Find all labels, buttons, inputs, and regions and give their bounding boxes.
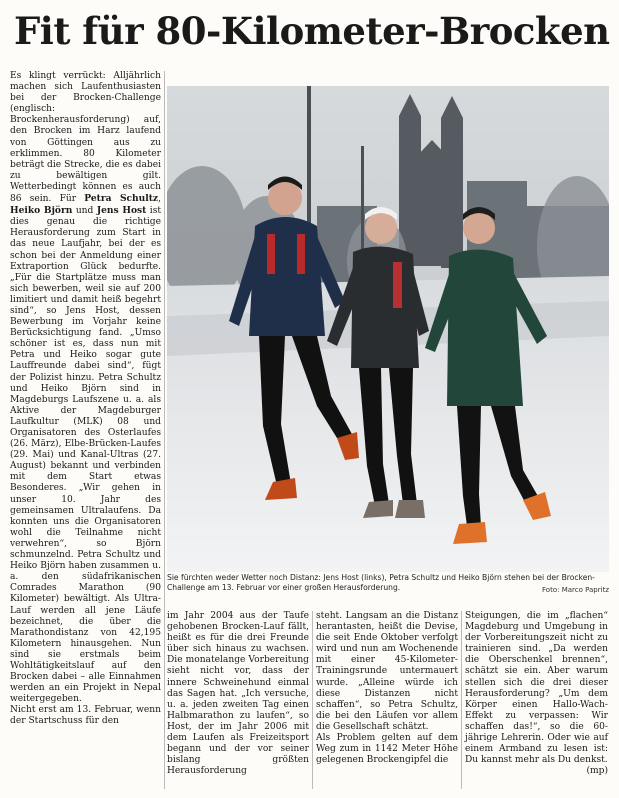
column-4-paragraph: [465, 611, 608, 777]
column-1-paragraph-1: [10, 71, 161, 705]
text-run: und: [72, 206, 97, 217]
column-2-paragraph: im Jahr 2004 aus der Taufe gehobenen Brocken-Lauf fällt, heißt es für die drei Freunde über sich hinaus zu wachsen. Die monatelange Vorbereitung sieht nicht vor, dass der innere Schweinehund einmal das Sagen hat. „Ich versuche, u. a. jeden zweiten Tag einen Halbmarathon zu laufen“, so Host, der im Jahr 2006 mit dem Laufen als Freizeitsport begann und der vor seiner bislang größten Herausforderung: [167, 611, 309, 777]
column-1: [10, 71, 161, 728]
column-divider: [312, 611, 313, 789]
text-run: ,: [158, 194, 161, 205]
text-run: ist dies genau die richtige Herausforderung zum Start in das neue Laufjahr, bei der es schon bei der Anmeldung einer Extraportion Glück bedurfte. „Für die Startplätze muss man sich bewerben, weil sie auf 200 limitiert und damit heiß begehrt sind“, so Jens Host, dessen Bewerbung im Vorjahr keine Berücksichtigung fand. „Umso schöner ist es, dass nun mit Petra und Heiko sogar gute Lauffreunde dabei sind“, fügt der Polizist hinzu. Petra Schultz und Heiko Björn sind in Magdeburgs Laufszene u. a. als Aktive der Magdeburger Laufkultur (MLK) 08 und Organisatoren des Osterlaufes (26. März), Elbe-Brücken-Laufes (29. Mai) und Kanal-Ultras (27. August) bekannt und verbinden mit dem Start etwas Besonderes. „Wir gehen in unser 10. Jahr des gemeinsamen Ultralaufens. Da konnten uns die Organisatoren wohl die Teilnahme nicht verwehren“, so Björn schmunzelnd. Petra Schultz und Heiko Björn haben zusammen u. a. den südafrikanischen Comrades Marathon (90 Kilometer) bewältigt. Als Ultra-Lauf werden all jene Läufe bezeichnet, die über die Marathondistanz von 42,195 Kilometern hinausgehen. Nun sind sie erstmals beim Wohltätigkeitslauf auf den Brocken dabei – alle Einnahmen werden an ein Projekt in Nepal weitergegeben.: [10, 206, 162, 705]
runners-photo: [167, 86, 609, 572]
column-divider: [461, 611, 462, 789]
person-name: Jens Host: [96, 205, 147, 217]
column-divider: [164, 71, 165, 789]
column-3: [316, 611, 458, 766]
text-run: Es klingt verrückt: Alljährlich machen sich Laufenthusiasten bei der Brocken-Challenge (englisch: Brockenherausforderung) auf, den Brocken im Harz laufend von Göttingen aus zu erklimmen. 80 Kilometer beträgt die Strecke, die es dabei zu bewältigen gilt. Wetterbedingt können es auch 86 sein. Für: [10, 71, 161, 205]
column-3-paragraph-2: Als Problem gelten auf dem Weg zum in 1142 Meter Höhe gelegenen Brockengipfel die: [316, 733, 458, 766]
headline: Fit für 80-Kilometer-Brocken: [14, 9, 610, 53]
author-signature: (mp): [586, 766, 608, 777]
column-3-paragraph-1: steht. Langsam an die Distanz herantasten, heißt die Devise, die seit Ende Oktober verfolgt wird und nun am Wochenende mit einer 45-Kilometer-Trainingsrunde untermauert wurde. „Alleine würde ich diese Distanzen nicht schaffen“, so Petra Schultz, die bei den Läufen vor allem die Gesellschaft schätzt.: [316, 611, 458, 732]
person-name: Petra Schultz: [84, 193, 159, 205]
photo-caption: Sie fürchten weder Wetter noch Distanz: Jens Host (links), Petra Schultz und Heiko Björn stehen bei der Brocken-Challenge am 13. Februar vor einer großen Herausforderung.: [167, 573, 595, 592]
column-4-text: Steigungen, die im „flachen“ Magdeburg und Umgebung in der Vorbereitungszeit nicht zu trainieren sind. „Da werden die Oberschenkel brennen“, schätzt sie ein. Aber warum stellen sich die drei dieser Herausforderung? „Um dem Körper einen Hallo-Wach-Effekt zu verpassen: Wir schaffen das!“, so die 60-jährige Lehrerin. Oder wie auf einem Armband zu lesen ist: Du kannst mehr als Du denkst.: [465, 611, 608, 766]
photo-credit: Foto: Marco Papritz: [542, 586, 609, 594]
column-1-paragraph-2: Nicht erst am 13. Februar, wenn der Startschuss für den: [10, 705, 161, 727]
person-name: Heiko Björn: [10, 205, 73, 217]
column-2: [167, 611, 309, 777]
column-4: [465, 611, 608, 777]
